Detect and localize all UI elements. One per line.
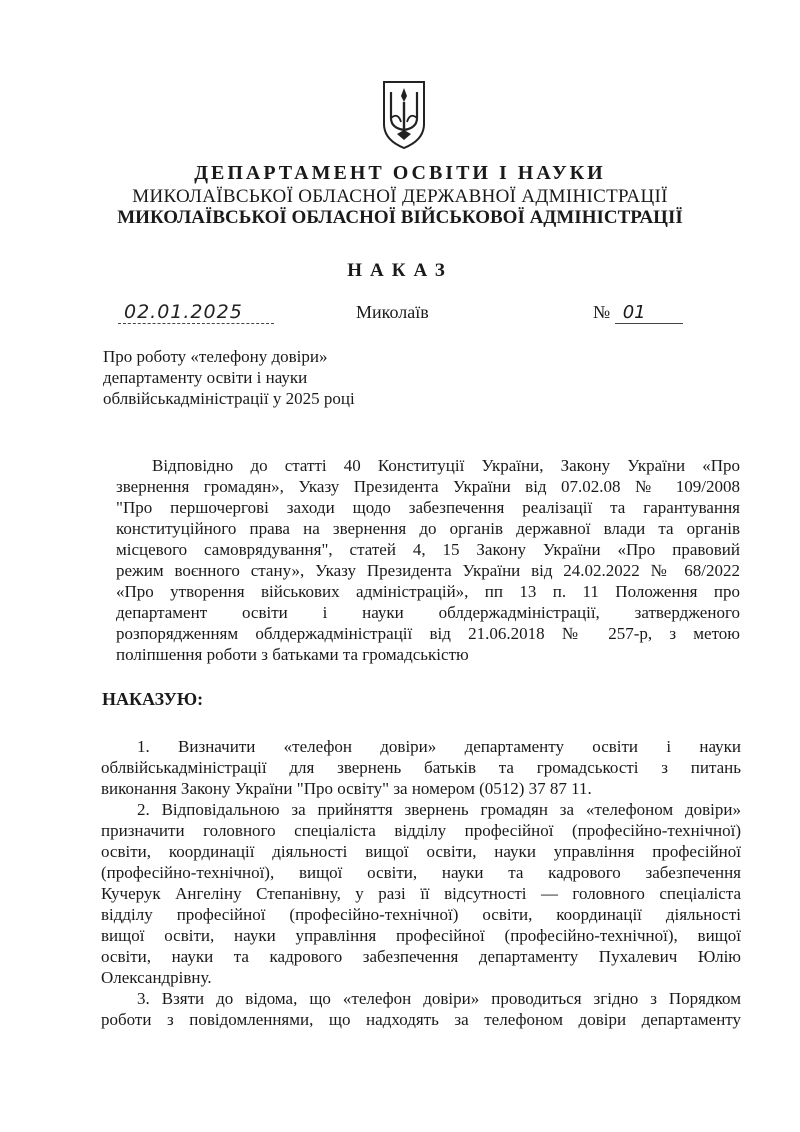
item-line: облвійськадміністрації для звернень батьків та громадськості з питань [101,758,741,777]
order-number [593,302,683,324]
preamble-line: звернення громадян», Указу Президента України від 07.02.08 № 109/2008 [116,477,740,496]
military-administration-title: МИКОЛАЇВСЬКОЇ ОБЛАСНОЇ ВІЙСЬКОВОЇ АДМІНІСТРАЦІЇ [117,207,683,228]
number-sign: № [593,302,611,322]
order-title: НАКАЗ [347,260,453,281]
item-line: виконання Закону України "Про освіту" за номером (0512) 37 87 11. [101,779,592,798]
item-line: освіти, координації діяльності вищої освіти, науки управління професійної [101,842,741,861]
preamble-line: місцевого самоврядування", статей 4, 15 Закону України «Про правовий [116,540,740,559]
preamble-line: поліпшення роботи з батьками та громадськістю [116,645,469,664]
item-line: 3. Взяти до відома, що «телефон довіри» проводиться згідно з Порядком [137,989,741,1008]
item-line: Олександрівну. [101,968,212,987]
order-item-1 [101,736,741,799]
preamble-line: "Про першочергові заходи щодо забезпечення реалізації та гарантування [116,498,740,517]
order-date: 02.01.2025 [118,301,274,324]
order-items [101,736,741,1030]
order-item-2 [101,799,741,988]
preamble-line: розпорядженням облдержадміністрації від 21.06.2018 № 257-р, з метою [116,624,740,643]
preamble-line: департамент освіти і науки облдержадміністрації, затвердженого [116,603,740,622]
item-line: відділу професійної (професійно-технічної) освіти, координації діяльності [101,905,741,924]
preamble-paragraph [116,455,740,665]
item-line: призначити головного спеціаліста відділу професійної (професійно-технічної) [101,821,741,840]
preamble-line: Відповідно до статті 40 Конституції України, Закону України «Про [152,456,740,475]
preamble-line: режим воєнного стану», Указу Президента України від 24.02.2022 № 68/2022 [116,561,740,580]
subject-line: Про роботу «телефону довіри» [103,347,328,366]
item-line: 1. Визначити «телефон довіри» департаменту освіти і науки [137,737,741,756]
item-line: (професійно-технічної), вищої освіти, науки та кадрового забезпечення [101,863,741,882]
department-title: ДЕПАРТАМЕНТ ОСВІТИ І НАУКИ [194,162,606,184]
trident-emblem-icon [380,78,428,150]
item-line: Кучерук Ангеліну Степанівну, у разі її відсутності — головного спеціаліста [101,884,741,903]
subject-line: департаменту освіти і науки [103,368,308,387]
item-line: вищої освіти, науки управління професійної (професійно-технічної), вищої [101,926,741,945]
item-line: освіти, науки та кадрового забезпечення департаменту Пухалевич Юлію [101,947,741,966]
subject-line: облвійськадміністрації у 2025 році [103,389,355,408]
order-city: Миколаїв [356,302,429,322]
order-subject [103,346,355,409]
orders-heading: НАКАЗУЮ: [102,689,204,709]
order-number-value: 01 [615,303,683,324]
preamble-line: «Про утворення військових адміністрацій», пп 13 п. 11 Положення про [116,582,740,601]
state-administration-title: МИКОЛАЇВСЬКОЇ ОБЛАСНОЇ ДЕРЖАВНОЇ АДМІНІСТРАЦІЇ [132,186,668,207]
order-item-3 [101,988,741,1030]
item-line: роботи з повідомленнями, що надходять за телефоном довіри департаменту [101,1010,741,1029]
preamble-line: конституційного права на звернення до органів державної влади та органів [116,519,740,538]
item-line: 2. Відповідальною за прийняття звернень громадян за «телефоном довіри» [137,800,741,819]
